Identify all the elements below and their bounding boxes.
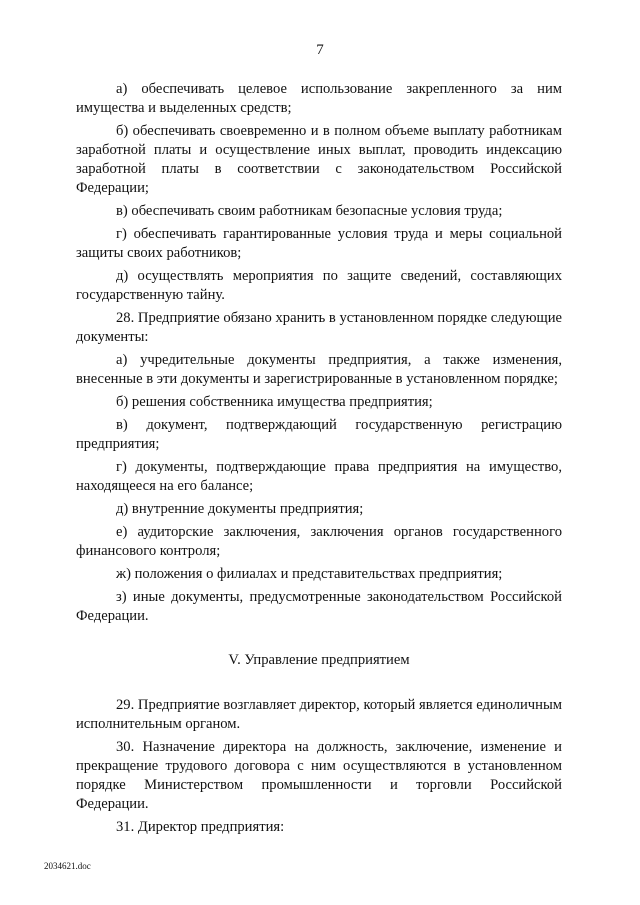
doc-item-z: з) иные документы, предусмотренные законодательством Российской Федерации. [76,589,562,624]
doc-item-v: в) документ, подтверждающий государственную регистрацию предприятия; [76,417,562,452]
clause-g-social-protection: г) обеспечивать гарантированные условия труда и меры социальной защиты своих работников; [76,226,562,261]
section-heading: V. Управление предприятием [228,652,410,668]
doc-item-zh: ж) положения о филиалах и представительствах предприятия; [116,566,503,582]
clause-a-targeted-use: а) обеспечивать целевое использование закрепленного за ним имущества и выделенных средств; [76,81,562,116]
document-body [76,80,562,841]
page-number: 7 [316,42,324,58]
doc-item-d: д) внутренние документы предприятия; [116,501,364,517]
doc-item-e: е) аудиторские заключения, заключения органов государственного финансового контроля; [76,524,562,559]
section-29: 29. Предприятие возглавляет директор, который является единоличным исполнительным органом. [76,697,562,732]
section-30: 30. Назначение директора на должность, заключение, изменение и прекращение трудового договора с ним осуществляются в установленном порядке Министерством промышленности и торговли Российской Федерации. [76,739,562,812]
section-28-intro: 28. Предприятие обязано хранить в установленном порядке следующие документы: [76,310,562,345]
file-name-footer: 2034621.doc [44,861,91,871]
doc-item-a: а) учредительные документы предприятия, а также изменения, внесенные в эти документы и зарегистрированные в установленном порядке; [76,352,562,387]
clause-d-state-secret: д) осуществлять мероприятия по защите сведений, составляющих государственную тайну. [76,268,562,303]
section-31: 31. Директор предприятия: [116,819,285,835]
clause-v-safe-conditions: в) обеспечивать своим работникам безопасные условия труда; [116,203,503,219]
doc-item-g: г) документы, подтверждающие права предприятия на имущество, находящееся на его балансе; [76,459,562,494]
clause-b-wages: б) обеспечивать своевременно и в полном объеме выплату работникам заработной платы и осуществление иных выплат, проводить индексацию заработной платы в соответствии с законодательством Российской Федерации; [76,123,562,196]
doc-item-b: б) решения собственника имущества предприятия; [116,394,433,410]
